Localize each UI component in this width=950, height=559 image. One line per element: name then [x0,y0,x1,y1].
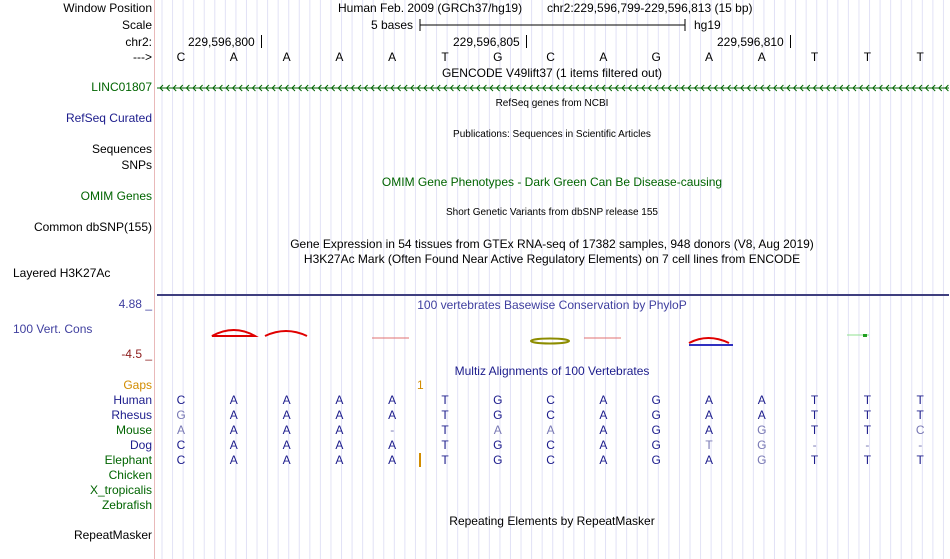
reference-base: C [546,50,555,64]
aligned-base: A [599,393,608,407]
aligned-base: T [863,423,872,437]
reference-base: G [651,50,661,64]
aligned-base: C [546,393,555,407]
aligned-base: T [916,393,924,407]
species-label-dog[interactable]: Dog [129,438,152,452]
reference-base: A [229,50,238,64]
coord-tick-2 [526,35,527,48]
aligned-base: A [388,393,397,407]
repeatmasker-label[interactable]: RepeatMasker [73,528,152,542]
phylop-title: 100 vertebrates Basewise Conservation by PhyloP [417,298,687,312]
reference-base: A [282,50,291,64]
aligned-base: T [441,393,449,407]
strand-label: ---> [133,50,152,64]
aligned-base: A [757,408,766,422]
aligned-base: C [546,438,555,452]
h3k27ac-label[interactable]: Layered H3K27Ac [13,266,111,280]
aligned-base: A [229,408,238,422]
aligned-base: C [176,393,186,407]
gaps-label: Gaps [123,378,152,392]
aligned-base: A [704,393,714,407]
aligned-base: A [335,453,344,467]
aligned-base: A [388,453,397,467]
aligned-base: - [918,438,923,452]
aligned-base: T [810,423,819,437]
dbsnp-label[interactable]: Common dbSNP(155) [33,220,152,234]
sequences-label[interactable]: Sequences [91,142,152,156]
aligned-base: G [651,453,661,467]
assembly-text: Human Feb. 2009 (GRCh37/hg19) [338,1,523,15]
coord-tick-1 [261,35,262,48]
aligned-base: A [282,453,291,467]
aligned-base: T [810,453,819,467]
reference-base: A [388,50,397,64]
scale-label: Scale [121,18,152,32]
aligned-base: T [441,423,449,437]
aligned-base: G [651,438,661,452]
gap-marker [419,453,421,467]
gap-count: 1 [417,378,424,392]
aligned-base: T [705,438,713,452]
phylop-low [531,339,569,344]
phylop-top-border [157,294,949,296]
snps-label[interactable]: SNPs [121,158,152,172]
aligned-base: A [388,408,397,422]
omim-title: OMIM Gene Phenotypes - Dark Green Can Be Disease-causing [381,175,723,189]
aligned-base: A [388,438,397,452]
repeatmasker-title: Repeating Elements by RepeatMasker [449,514,655,528]
aligned-base: A [757,393,766,407]
aligned-base: G [757,423,767,437]
aligned-base: A [493,423,502,437]
refseq-title: RefSeq genes from NCBI [495,98,609,109]
multiz-title: Multiz Alignments of 100 Vertebrates [454,364,650,378]
aligned-base: A [335,438,344,452]
aligned-base: A [335,393,344,407]
aligned-base: A [229,438,238,452]
aligned-base: T [863,408,872,422]
aligned-base: G [757,438,767,452]
phylop-label[interactable]: 100 Vert. Cons [13,322,93,336]
aligned-base: T [863,393,872,407]
aligned-base: C [546,453,555,467]
label-divider [154,0,155,559]
publications-title: Publications: Sequences in Scientific Articles [453,129,651,140]
coord-2: 229,596,805 [453,35,520,49]
aligned-base: A [546,423,555,437]
species-label-human[interactable]: Human [113,393,152,407]
reference-base: A [335,50,344,64]
reference-base: A [599,50,608,64]
aligned-base: A [229,423,238,437]
species-label-chicken[interactable]: Chicken [108,468,152,482]
aligned-base: A [599,408,608,422]
aligned-base: - [865,438,870,452]
coord-tick-3 [790,35,791,48]
aligned-base: G [493,438,503,452]
aligned-base: G [757,453,767,467]
aligned-base: T [441,453,449,467]
aligned-base: - [812,438,817,452]
chrom-label: chr2: [125,35,152,49]
species-label-zebrafish[interactable]: Zebrafish [101,498,152,512]
aligned-base: C [176,453,186,467]
reference-base: T [863,50,872,64]
species-label-x_tropicalis[interactable]: X_tropicalis [89,483,152,497]
aligned-base: A [599,423,608,437]
aligned-base: A [599,438,608,452]
reference-base: G [493,50,503,64]
aligned-base: - [390,423,395,437]
aligned-base: C [915,423,925,437]
phylop-peak [212,330,255,336]
reference-base: A [757,50,766,64]
scale-text: 5 bases [371,18,414,32]
species-label-mouse[interactable]: Mouse [115,423,152,437]
aligned-base: T [441,438,449,452]
species-label-elephant[interactable]: Elephant [104,453,152,467]
aligned-base: G [493,453,503,467]
omim-label[interactable]: OMIM Genes [80,189,152,203]
species-label-rhesus[interactable]: Rhesus [111,408,152,422]
gencode-title: GENCODE V49lift37 (1 items filtered out) [441,66,663,80]
refseq-label[interactable]: RefSeq Curated [65,111,152,125]
phylop-graph [157,320,949,350]
aligned-base: T [441,408,449,422]
aligned-base: C [176,438,186,452]
aligned-base: C [546,408,555,422]
aligned-base: A [599,453,608,467]
aligned-base: A [335,423,344,437]
phylop-peak [265,331,307,336]
position-text: chr2:229,596,799-229,596,813 (15 bp) [547,1,753,15]
aligned-base: A [335,408,344,422]
aligned-base: G [651,393,661,407]
window-position-label: Window Position [63,1,152,15]
aligned-base: T [810,408,819,422]
aligned-base: A [229,393,238,407]
coord-1: 229,596,800 [188,35,255,49]
aligned-base: A [704,453,714,467]
gencode-item-label[interactable]: LINC01807 [91,80,152,94]
coord-3: 229,596,810 [717,35,784,49]
scale-bar [418,17,688,33]
gtex-title: Gene Expression in 54 tissues from GTEx RNA-seq of 17382 samples, 948 donors (V8, Aug 2019) [290,237,814,251]
reference-base: T [916,50,924,64]
aligned-base: T [916,453,924,467]
reference-base: T [441,50,449,64]
aligned-base: G [176,408,186,422]
h3k27ac-title: H3K27Ac Mark (Often Found Near Active Regulatory Elements) on 7 cell lines from ENCODE [303,252,801,266]
aligned-base: A [176,423,186,437]
reference-base: A [704,50,714,64]
dbsnp-title: Short Genetic Variants from dbSNP release 155 [446,207,658,218]
aligned-base: T [810,393,819,407]
reference-base: T [810,50,819,64]
aligned-base: A [704,423,714,437]
phylop-min-label: -4.5 _ [121,347,152,361]
aligned-base: G [493,393,503,407]
aligned-base: A [282,423,291,437]
aligned-base: G [493,408,503,422]
gencode-feature[interactable] [157,82,949,94]
phylop-max-label: 4.88 _ [118,297,152,311]
aligned-base: G [651,408,661,422]
aligned-base: T [916,408,924,422]
aligned-base: T [863,453,872,467]
aligned-base: A [282,438,291,452]
aligned-base: A [282,408,291,422]
aligned-base: A [229,453,238,467]
aligned-base: A [704,408,714,422]
phylop-peak [689,338,729,343]
db-text: hg19 [694,18,721,32]
aligned-base: G [651,423,661,437]
aligned-base: A [282,393,291,407]
reference-base: C [176,50,186,64]
